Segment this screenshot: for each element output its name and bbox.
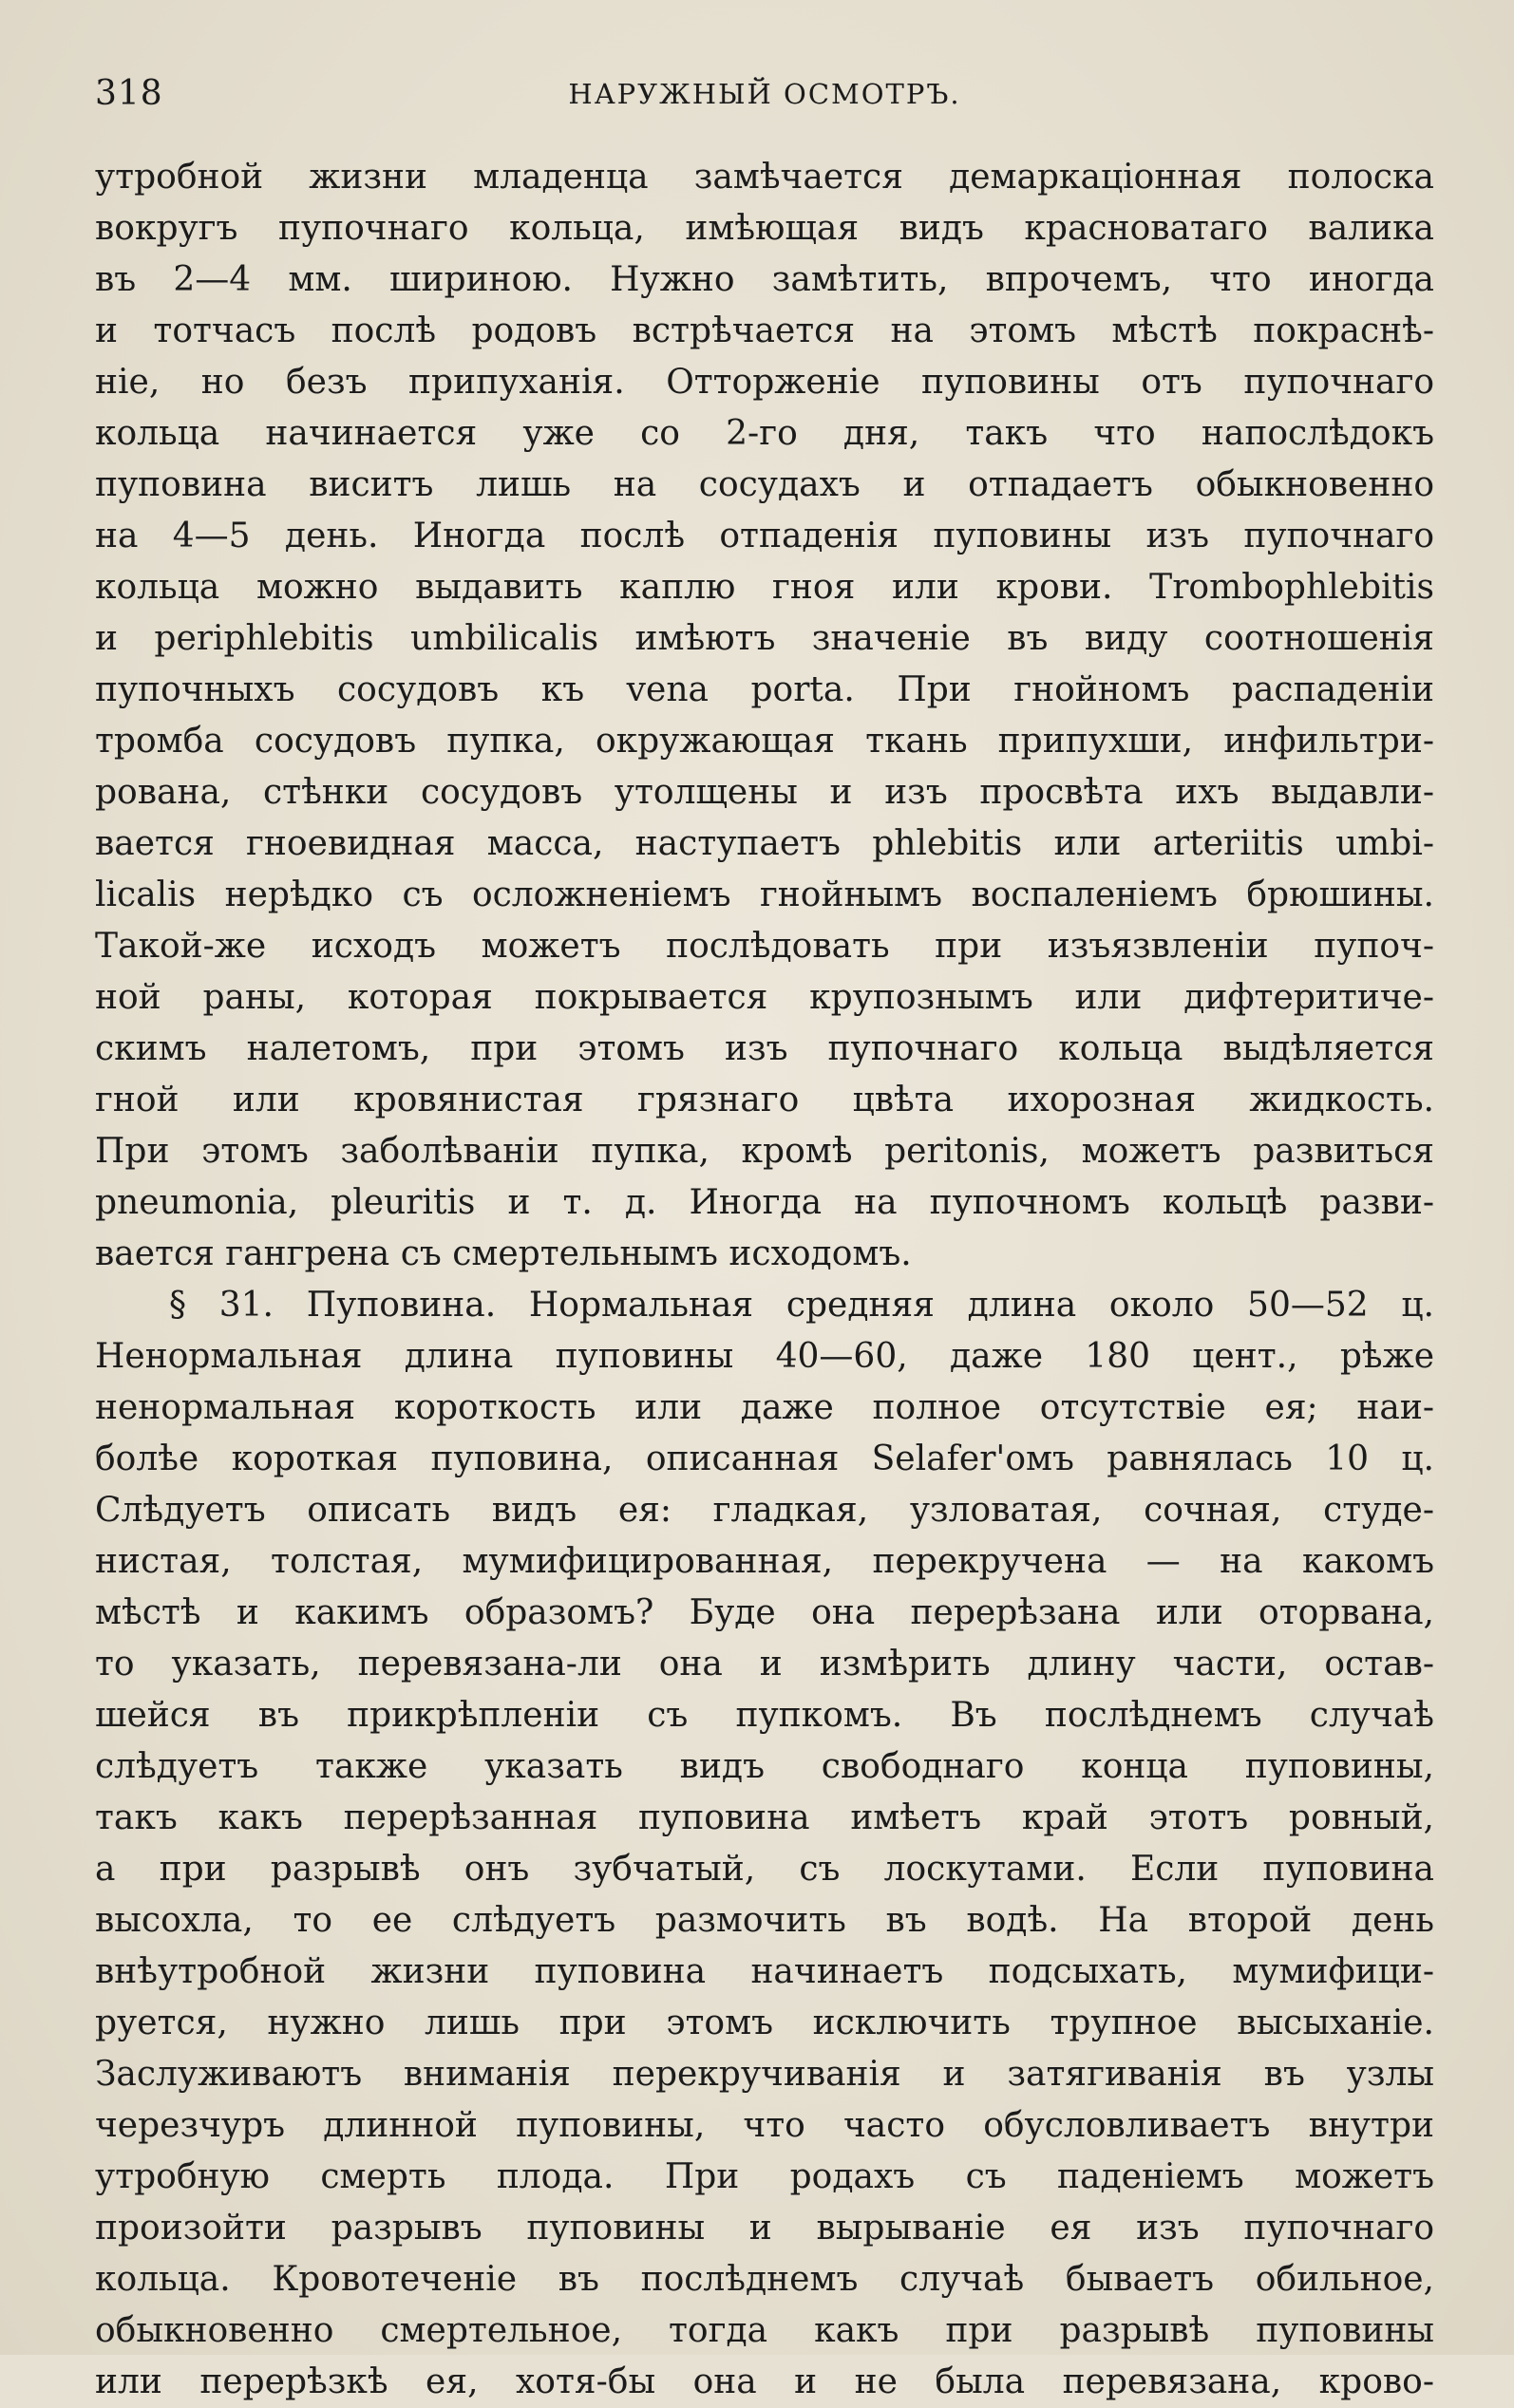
text-line: утробной жизни младенца замѣчается демаркаціонная полоска bbox=[95, 158, 1434, 197]
text-line: такъ какъ перерѣзанная пуповина имѣетъ край этотъ ровный, bbox=[95, 1798, 1434, 1837]
section-31-heading-line: § 31. Пуповина. Нормальная средняя длина около 50—52 ц. bbox=[169, 1286, 1434, 1325]
text-line: или перерѣзкѣ ея, хотя-бы она и не была перевязана, крово- bbox=[95, 2362, 1434, 2401]
text-line: руется, нужно лишь при этомъ исключить трупное высыханіе. bbox=[95, 2004, 1434, 2042]
text-line: кольца. Кровотеченіе въ послѣднемъ случаѣ бываетъ обильное, bbox=[95, 2260, 1434, 2299]
text-line: на 4—5 день. Иногда послѣ отпаденія пуповины изъ пупочнаго bbox=[95, 517, 1434, 555]
text-line: При этомъ заболѣваніи пупка, кромѣ peritonis, можетъ развиться bbox=[95, 1132, 1434, 1171]
text-line: вается гноевидная масса, наступаетъ phlebitis или arteriitis umbi- bbox=[95, 824, 1434, 863]
text-line: шейся въ прикрѣпленіи съ пупкомъ. Въ послѣднемъ случаѣ bbox=[95, 1696, 1434, 1735]
text-line: и periphlebitis umbilicalis имѣютъ значеніе въ виду соотношенія bbox=[95, 619, 1434, 658]
text-line: внѣутробной жизни пуповина начинаетъ подсыхать, мумифици- bbox=[95, 1952, 1434, 1991]
text-line: тромба сосудовъ пупка, окружающая ткань припухши, инфильтри- bbox=[95, 722, 1434, 761]
text-line: нистая, толстая, мумифицированная, перекручена — на какомъ bbox=[95, 1542, 1434, 1581]
text-line: пупочныхъ сосудовъ къ vena porta. При гнойномъ распаденіи bbox=[95, 670, 1434, 709]
text-line: кольца можно выдавить каплю гноя или крови. Trombophlebitis bbox=[95, 568, 1434, 607]
text-line: вается гангрена съ смертельнымъ исходомъ. bbox=[95, 1234, 912, 1273]
text-line: слѣдуетъ также указать видъ свободнаго конца пуповины, bbox=[95, 1747, 1434, 1786]
text-line: pneumonia, pleuritis и т. д. Иногда на пупочномъ кольцѣ разви- bbox=[95, 1183, 1434, 1222]
text-line: болѣе короткая пуповина, описанная Selafer'омъ равнялась 10 ц. bbox=[95, 1439, 1434, 1478]
body-text bbox=[95, 152, 1434, 2408]
text-line: рована, стѣнки сосудовъ утолщены и изъ просвѣта ихъ выдавли- bbox=[95, 773, 1434, 812]
page-number: 318 bbox=[95, 74, 163, 113]
text-line: ніе, но безъ припуханія. Отторженіе пуповины отъ пупочнаго bbox=[95, 363, 1434, 402]
text-line: произойти разрывъ пуповины и вырываніе ея изъ пупочнаго bbox=[95, 2209, 1434, 2248]
text-line: въ 2—4 мм. шириною. Нужно замѣтить, впрочемъ, что иногда bbox=[95, 260, 1434, 299]
text-line: и тотчасъ послѣ родовъ встрѣчается на этомъ мѣстѣ покраснѣ- bbox=[95, 311, 1434, 350]
text-line: пуповина виситъ лишь на сосудахъ и отпадаетъ обыкновенно bbox=[95, 465, 1434, 504]
text-line: обыкновенно смертельное, тогда какъ при разрывѣ пуповины bbox=[95, 2311, 1434, 2350]
text-line: скимъ налетомъ, при этомъ изъ пупочнаго кольца выдѣляется bbox=[95, 1029, 1434, 1068]
text-line: вокругъ пупочнаго кольца, имѣющая видъ красноватаго валика bbox=[95, 209, 1434, 248]
running-head: НАРУЖНЫЙ ОСМОТРЪ. bbox=[568, 78, 961, 110]
text-line: ной раны, которая покрывается крупознымъ или дифтеритиче- bbox=[95, 978, 1434, 1017]
text-line: черезчуръ длинной пуповины, что часто обусловливаетъ внутри bbox=[95, 2106, 1434, 2145]
text-line: высохла, то ее слѣдуетъ размочить въ водѣ. На второй день bbox=[95, 1901, 1434, 1940]
text-line: то указать, перевязана-ли она и измѣрить длину части, остав- bbox=[95, 1645, 1434, 1684]
page-header bbox=[95, 70, 1434, 118]
text-line: Заслуживаютъ вниманія перекручиванія и затягиванія въ узлы bbox=[95, 2055, 1434, 2094]
text-line: licalis нерѣдко съ осложненіемъ гнойнымъ воспаленіемъ брюшины. bbox=[95, 875, 1434, 914]
text-line: мѣстѣ и какимъ образомъ? Буде она перерѣзана или оторвана, bbox=[95, 1593, 1434, 1632]
text-line: ненормальная короткость или даже полное отсутствіе ея; наи- bbox=[95, 1388, 1434, 1427]
text-line: Слѣдуетъ описать видъ ея: гладкая, узловатая, сочная, студе- bbox=[95, 1491, 1434, 1530]
text-line: кольца начинается уже со 2-го дня, такъ что напослѣдокъ bbox=[95, 414, 1434, 453]
text-line: гной или кровянистая грязнаго цвѣта ихорозная жидкость. bbox=[95, 1081, 1434, 1119]
text-line: а при разрывѣ онъ зубчатый, съ лоскутами. Если пуповина bbox=[95, 1850, 1434, 1889]
text-line: Ненормальная длина пуповины 40—60, даже 180 цент., рѣже bbox=[95, 1337, 1434, 1376]
text-line: утробную смерть плода. При родахъ съ паденіемъ можетъ bbox=[95, 2157, 1434, 2196]
text-line: Такой-же исходъ можетъ послѣдовать при изъязвленіи пупоч- bbox=[95, 927, 1434, 966]
